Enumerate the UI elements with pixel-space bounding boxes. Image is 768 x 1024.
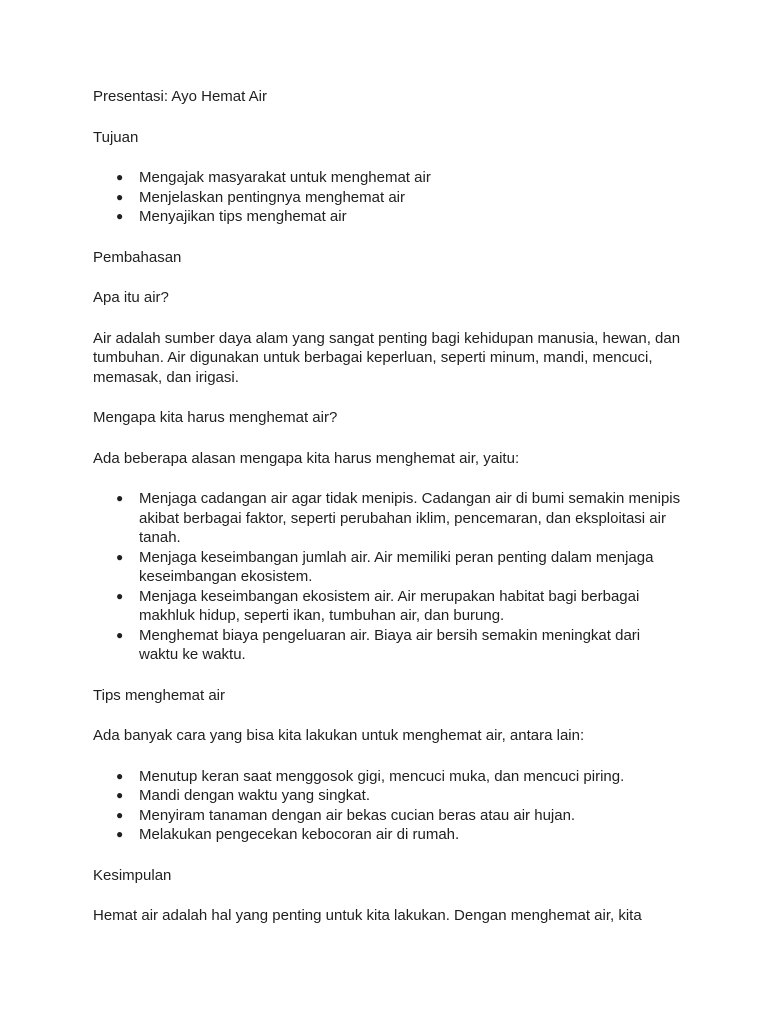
bullet-icon: ● — [116, 189, 124, 204]
bullet-icon: ● — [116, 209, 124, 223]
list-item — [93, 767, 683, 787]
list-item — [93, 188, 683, 208]
bullet-icon: ● — [116, 807, 124, 822]
list-item — [93, 806, 683, 826]
pembahasan-heading: Pembahasan — [93, 248, 182, 266]
document-title: Presentasi: Ayo Hemat Air — [93, 88, 267, 105]
tujuan-list — [93, 168, 683, 227]
tujuan-heading: Tujuan — [93, 128, 139, 146]
kesimpulan-paragraph: Hemat air adalah hal yang penting untuk kita lakukan. Dengan menghemat air, kita — [93, 907, 642, 924]
list-item — [93, 587, 683, 626]
bullet-icon: ● — [116, 170, 124, 184]
kesimpulan-heading: Kesimpulan — [93, 866, 172, 884]
list-item — [93, 626, 683, 665]
list-item-text: Mandi dengan waktu yang singkat. — [139, 787, 370, 804]
bullet-icon: ● — [116, 827, 124, 841]
list-item — [93, 548, 683, 587]
mengapa-intro: Ada beberapa alasan mengapa kita harus menghemat air, yaitu: — [93, 449, 520, 467]
bullet-icon: ● — [116, 788, 124, 802]
bullet-icon: ● — [116, 491, 124, 505]
list-item-text: Menyiram tanaman dengan air bekas cucian beras atau air hujan. — [139, 806, 576, 824]
apa-itu-air-heading: Apa itu air? — [93, 289, 169, 306]
list-item-text: Menutup keran saat menggosok gigi, mencuci muka, dan mencuci piring. — [139, 767, 625, 785]
list-item-text: Menjaga keseimbangan ekosistem air. Air merupakan habitat bagi berbagai makhluk hidup, seperti ikan, tumbuhan air, dan burung. — [139, 587, 640, 624]
bullet-icon: ● — [116, 768, 124, 783]
list-item-text: Menjaga keseimbangan jumlah air. Air memiliki peran penting dalam menjaga keseimbangan ekosistem. — [139, 548, 654, 585]
list-item-text: Mengajak masyarakat untuk menghemat air — [139, 169, 431, 186]
list-item-text: Menjelaskan pentingnya menghemat air — [139, 188, 405, 206]
list-item — [93, 207, 683, 227]
tips-heading: Tips menghemat air — [93, 686, 225, 704]
bullet-icon: ● — [116, 588, 124, 603]
list-item — [93, 168, 683, 188]
list-item-text: Menjaga cadangan air agar tidak menipis. Cadangan air di bumi semakin menipis akibat berbagai faktor, seperti perubahan iklim, pencemaran, dan eksploitasi air tanah. — [139, 490, 681, 546]
list-item — [93, 825, 683, 845]
document-page — [93, 87, 683, 947]
list-item-text: Menghemat biaya pengeluaran air. Biaya air bersih semakin meningkat dari waktu ke waktu. — [139, 626, 641, 663]
bullet-icon: ● — [116, 549, 124, 564]
list-item — [93, 786, 683, 806]
list-item-text: Melakukan pengecekan kebocoran air di rumah. — [139, 826, 460, 843]
list-item — [93, 489, 683, 548]
mengapa-heading: Mengapa kita harus menghemat air? — [93, 409, 338, 426]
tips-list — [93, 767, 683, 845]
list-item-text: Menyajikan tips menghemat air — [139, 208, 347, 225]
apa-itu-air-paragraph: Air adalah sumber daya alam yang sangat penting bagi kehidupan manusia, hewan, dan tumbuhan. Air digunakan untuk berbagai keperluan, seperti minum, mandi, mencuci, memasak, dan irigasi. — [93, 329, 681, 386]
tips-intro: Ada banyak cara yang bisa kita lakukan untuk menghemat air, antara lain: — [93, 727, 585, 744]
bullet-icon: ● — [116, 627, 124, 642]
mengapa-list — [93, 489, 683, 665]
